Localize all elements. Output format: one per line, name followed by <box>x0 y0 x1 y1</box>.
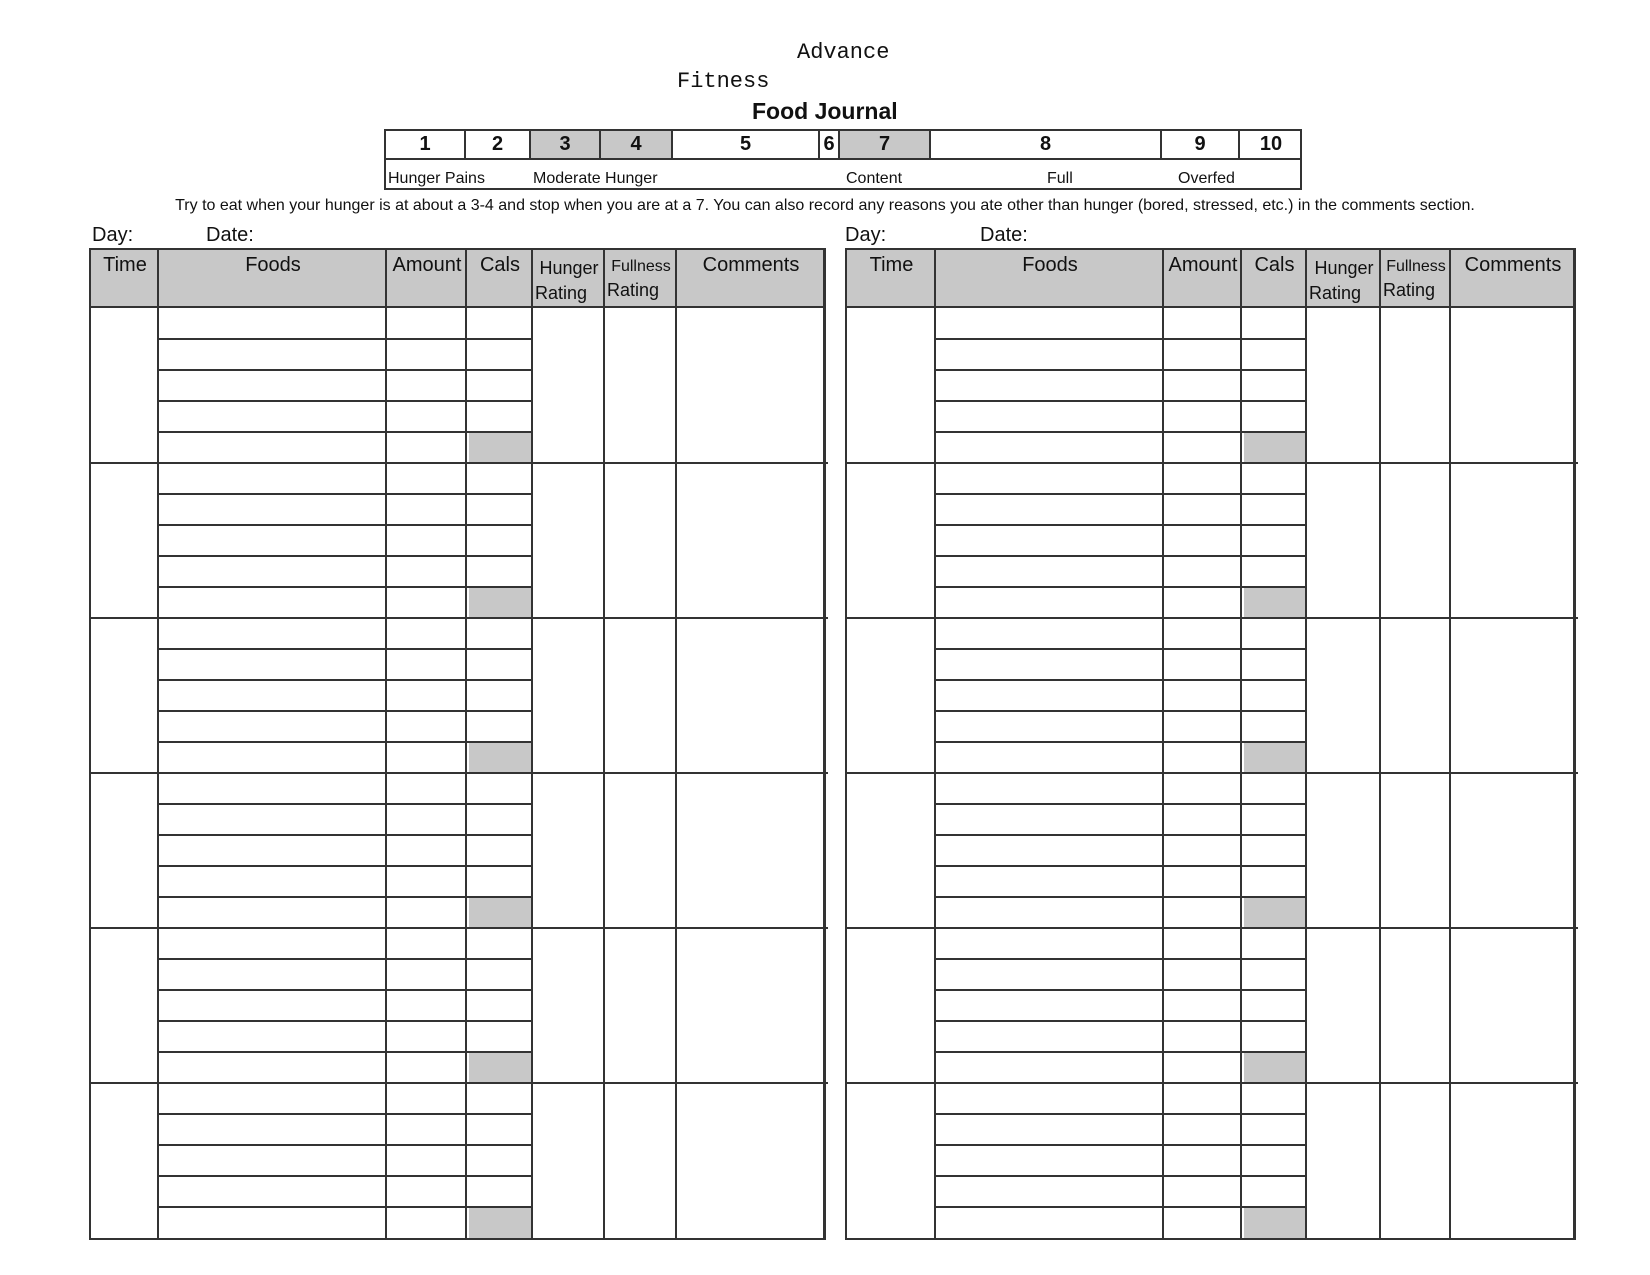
left-meal-total-cals-cell[interactable] <box>469 897 533 928</box>
right-entry-line <box>936 989 1307 991</box>
day-label-right: Day: <box>845 224 887 246</box>
right-column-divider <box>1379 250 1381 1238</box>
right-entry-line <box>936 834 1307 836</box>
left-entry-line <box>159 896 533 898</box>
scale-label-moderate-hunger: Moderate Hunger <box>533 170 658 187</box>
scale-value-6: 6 <box>820 131 840 158</box>
left-entry-line <box>159 586 533 588</box>
right-header-col-comments <box>1451 250 1575 308</box>
right-entry-line <box>936 679 1307 681</box>
left-meal-block-divider <box>91 617 828 619</box>
right-meal-total-cals-cell[interactable] <box>1244 742 1307 773</box>
left-header-comments-label: Comments <box>702 254 800 276</box>
scale-value-7: 7 <box>840 131 931 158</box>
left-meal-total-cals-cell[interactable] <box>469 742 533 773</box>
right-header-col-fullness-rating <box>1381 250 1451 308</box>
scale-value-10: 10 <box>1259 133 1283 155</box>
scale-value-5: 5 <box>673 131 820 158</box>
scale-value-1: 1 <box>386 131 466 158</box>
scale-value-3: 3 <box>531 131 601 158</box>
left-header-hunger-line2: Rating <box>535 283 588 303</box>
right-entry-line <box>936 648 1307 650</box>
right-header-foods-label: Foods <box>1022 254 1078 276</box>
right-meal-block-divider <box>847 772 1578 774</box>
left-entry-line <box>159 741 533 743</box>
left-entry-line <box>159 555 533 557</box>
left-meal-block-divider <box>91 772 828 774</box>
right-meal-block-divider <box>847 927 1578 929</box>
left-header-cals-label: Cals <box>479 254 520 276</box>
right-header-cals-label: Cals <box>1254 254 1295 276</box>
right-meal-total-cals-cell[interactable] <box>1244 1052 1307 1083</box>
left-header-col-fullness-rating <box>605 250 677 308</box>
right-entry-line <box>936 493 1307 495</box>
right-meal-total-cals-cell[interactable] <box>1244 897 1307 928</box>
left-header-col-comments <box>677 250 825 308</box>
right-entry-line <box>936 896 1307 898</box>
page-title: Food Journal <box>752 98 898 124</box>
left-entry-line <box>159 679 533 681</box>
left-column-divider <box>385 250 387 1238</box>
right-meal-block-divider <box>847 617 1578 619</box>
left-meal-block-divider <box>91 1082 828 1084</box>
left-entry-line <box>159 1175 533 1177</box>
right-header-col-time <box>847 250 936 308</box>
left-column-divider <box>465 250 467 1238</box>
day-label-left: Day: <box>92 224 134 246</box>
left-header-foods-label: Foods <box>245 254 301 276</box>
left-entry-line <box>159 834 533 836</box>
right-entry-line <box>936 524 1307 526</box>
left-entry-line <box>159 369 533 371</box>
left-meal-total-cals-cell[interactable] <box>469 587 533 618</box>
right-entry-line <box>936 586 1307 588</box>
date-label-right: Date: <box>980 224 1028 246</box>
left-entry-line <box>159 958 533 960</box>
hunger-scale-numbers <box>386 131 1300 160</box>
scale-label-overfed: Overfed <box>1178 170 1235 187</box>
right-meal-block-divider <box>847 1082 1578 1084</box>
right-column-divider <box>934 250 936 1238</box>
left-meal-block-divider <box>91 927 828 929</box>
right-column-divider <box>1305 250 1307 1238</box>
right-entry-line <box>936 431 1307 433</box>
left-meal-total-cals-cell[interactable] <box>469 1207 533 1238</box>
instructions-text: Try to eat when your hunger is at about a 3-4 and stop when you are at a 7. You can also record any reasons you ate other than hunger (bored, stressed, etc.) in the comments section. <box>175 197 1475 214</box>
right-header-col-amount <box>1164 250 1242 308</box>
left-entry-line <box>159 524 533 526</box>
right-header-amount-label: Amount <box>1168 254 1238 276</box>
right-header-comments-label: Comments <box>1464 254 1562 276</box>
right-meal-block-divider <box>847 462 1578 464</box>
right-column-divider <box>1240 250 1242 1238</box>
left-entry-line <box>159 400 533 402</box>
left-entry-line <box>159 648 533 650</box>
left-meal-total-cals-cell[interactable] <box>469 432 533 463</box>
left-header-col-hunger-rating <box>533 250 605 308</box>
left-meal-block-divider <box>91 462 828 464</box>
left-header-fullness-line2: Rating <box>607 280 660 300</box>
left-entry-line <box>159 803 533 805</box>
scale-value-4: 4 <box>601 131 673 158</box>
left-column-divider <box>823 250 825 1238</box>
right-column-divider <box>1449 250 1451 1238</box>
scale-value-8: 8 <box>931 131 1162 158</box>
right-entry-line <box>936 1020 1307 1022</box>
right-header-col-hunger-rating <box>1307 250 1381 308</box>
right-header-time-label: Time <box>869 254 914 276</box>
right-entry-line <box>936 369 1307 371</box>
left-header-hunger-line1: Hunger <box>539 258 599 278</box>
left-entry-line <box>159 989 533 991</box>
left-header-col-cals <box>467 250 533 308</box>
right-entry-line <box>936 710 1307 712</box>
left-header-col-foods <box>159 250 387 308</box>
right-entry-line <box>936 1206 1307 1208</box>
left-header-fullness-line1: Fullness <box>611 258 671 275</box>
scale-label-content: Content <box>846 170 903 187</box>
right-meal-total-cals-cell[interactable] <box>1244 1207 1307 1238</box>
left-header-col-amount <box>387 250 467 308</box>
right-header-col-cals <box>1242 250 1307 308</box>
left-meal-total-cals-cell[interactable] <box>469 1052 533 1083</box>
right-meal-total-cals-cell[interactable] <box>1244 432 1307 463</box>
left-entry-line <box>159 1206 533 1208</box>
left-header-col-time <box>91 250 159 308</box>
date-label-left: Date: <box>206 224 254 246</box>
right-header-fullness-line2: Rating <box>1383 280 1436 300</box>
journal-table-left <box>89 248 826 1240</box>
left-entry-line <box>159 1144 533 1146</box>
left-entry-line <box>159 493 533 495</box>
right-entry-line <box>936 803 1307 805</box>
right-entry-line <box>936 1113 1307 1115</box>
hunger-scale <box>384 129 1302 190</box>
left-column-divider <box>675 250 677 1238</box>
right-entry-line <box>936 555 1307 557</box>
right-header-fullness-line1: Fullness <box>1386 258 1446 275</box>
brand-line-2: Fitness <box>677 69 770 94</box>
right-entry-line <box>936 865 1307 867</box>
left-entry-line <box>159 865 533 867</box>
brand-line-1: Advance <box>797 40 890 65</box>
left-column-divider <box>531 250 533 1238</box>
left-header-time-label: Time <box>103 254 147 276</box>
right-entry-line <box>936 958 1307 960</box>
scale-label-hunger-pains: Hunger Pains <box>388 170 485 187</box>
right-entry-line <box>936 1051 1307 1053</box>
right-entry-line <box>936 400 1307 402</box>
left-entry-line <box>159 431 533 433</box>
right-entry-line <box>936 338 1307 340</box>
right-column-divider <box>1573 250 1575 1238</box>
scale-label-full: Full <box>1047 170 1073 187</box>
left-entry-line <box>159 1113 533 1115</box>
journal-table-right <box>845 248 1576 1240</box>
left-entry-line <box>159 1051 533 1053</box>
scale-value-2: 2 <box>466 131 531 158</box>
right-header-hunger-line2: Rating <box>1309 283 1362 303</box>
right-entry-line <box>936 1175 1307 1177</box>
left-entry-line <box>159 338 533 340</box>
right-meal-total-cals-cell[interactable] <box>1244 587 1307 618</box>
right-entry-line <box>936 741 1307 743</box>
left-column-divider <box>603 250 605 1238</box>
right-header-hunger-line1: Hunger <box>1314 258 1374 278</box>
right-column-divider <box>1162 250 1164 1238</box>
scale-value-9: 9 <box>1162 131 1240 158</box>
left-entry-line <box>159 1020 533 1022</box>
right-header-col-foods <box>936 250 1164 308</box>
left-entry-line <box>159 710 533 712</box>
left-header-amount-label: Amount <box>392 254 462 276</box>
left-column-divider <box>157 250 159 1238</box>
right-entry-line <box>936 1144 1307 1146</box>
